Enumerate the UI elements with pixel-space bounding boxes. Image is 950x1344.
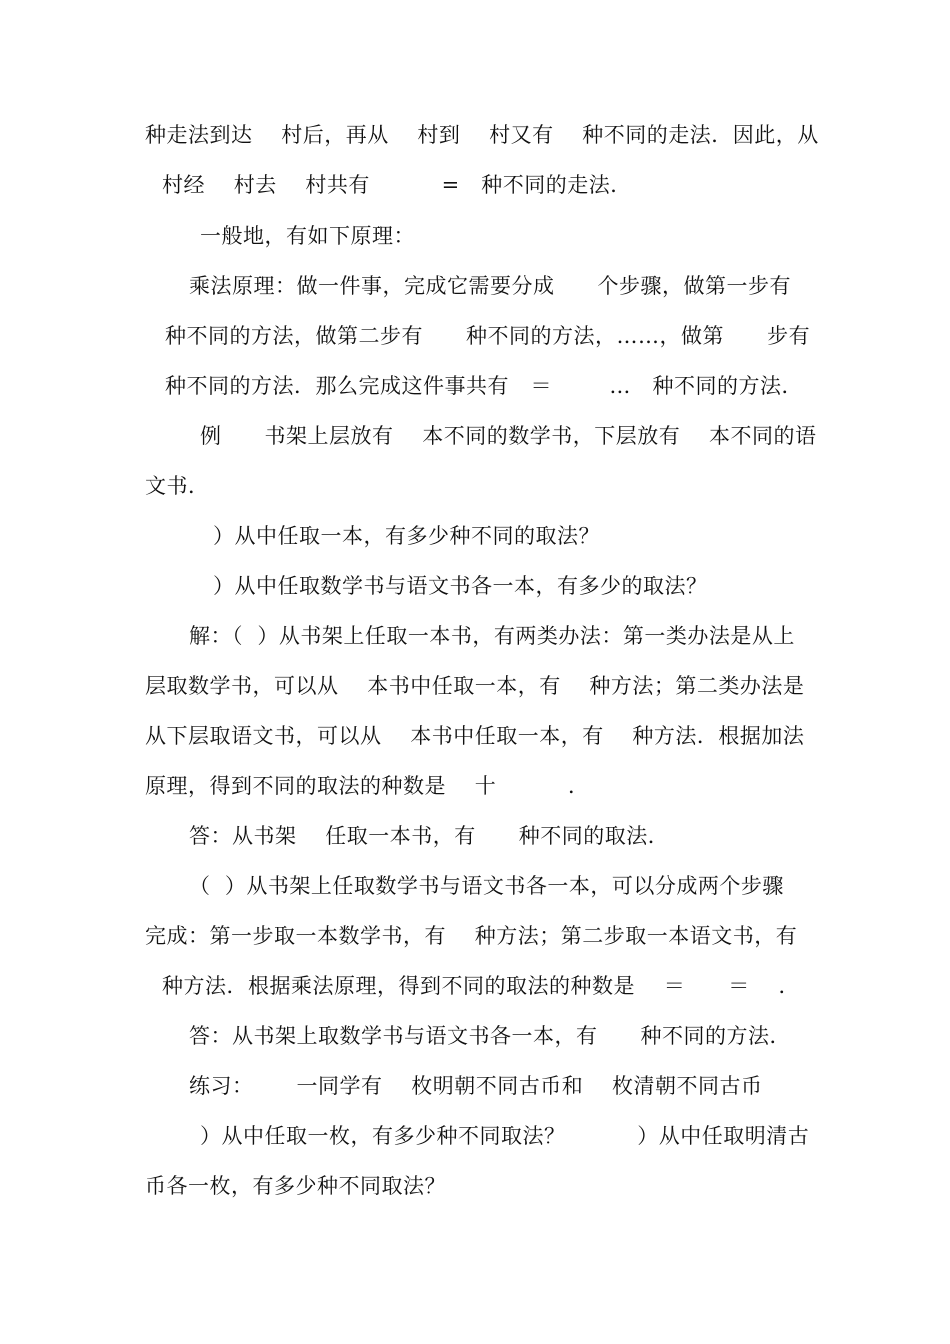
- text-line-19: 答：从书架上取数学书与语文书各一本，有 种不同的方法．: [189, 1024, 792, 1048]
- text-line-7: 例 书架上层放有 本不同的数学书，下层放有 本不同的语: [200, 424, 817, 448]
- text-line-9: ）从中任取一本，有多少种不同的取法？: [213, 524, 600, 548]
- text-line-11: 解：（ ）从书架上任取一本书，有两类办法：第一类办法是从上: [189, 624, 795, 648]
- text-line-1: 种走法到达 村后，再从 村到 村又有 种不同的走法．因此，从: [145, 123, 819, 147]
- text-line-3: 一般地，有如下原理：: [200, 224, 415, 248]
- text-line-12: 层取数学书，可以从 本书中任取一本，有 种方法；第二类办法是: [145, 674, 805, 698]
- text-line-16: （ ）从书架上任取数学书与语文书各一本，可以分成两个步骤: [189, 874, 784, 898]
- text-line-17: 完成：第一步取一本数学书，有 种方法；第二步取一本语文书，有: [145, 924, 798, 948]
- text-line-5: 种不同的方法，做第二步有 种不同的方法，……，做第 步有: [165, 324, 811, 348]
- text-line-15: 答：从书架 任取一本书，有 种不同的取法．: [189, 824, 670, 848]
- text-line-20: 练习： 一同学有 枚明朝不同古币和 枚清朝不同古币: [189, 1074, 763, 1098]
- text-line-18: 种方法．根据乘法原理，得到不同的取法的种数是 ＝ ＝ ．: [162, 974, 800, 998]
- text-line-21: ）从中任取一枚，有多少种不同取法？ ）从中任取明清古: [200, 1124, 810, 1148]
- text-line-2: 村经 村去 村共有 = 种不同的走法．: [162, 173, 632, 197]
- text-line-4: 乘法原理：做一件事，完成它需要分成 个步骤，做第一步有: [189, 274, 792, 298]
- text-line-6: 种不同的方法．那么完成这件事共有 ＝ … 种不同的方法．: [165, 374, 803, 398]
- text-line-10: ）从中任取数学书与语文书各一本，有多少的取法？: [213, 574, 708, 598]
- text-line-8: 文书．: [145, 474, 210, 498]
- text-line-14: 原理，得到不同的取法的种数是 十 ．: [145, 774, 590, 798]
- text-line-22: 币各一枚，有多少种不同取法？: [145, 1174, 446, 1198]
- text-line-13: 从下层取语文书，可以从 本书中任取一本，有 种方法．根据加法: [145, 724, 805, 748]
